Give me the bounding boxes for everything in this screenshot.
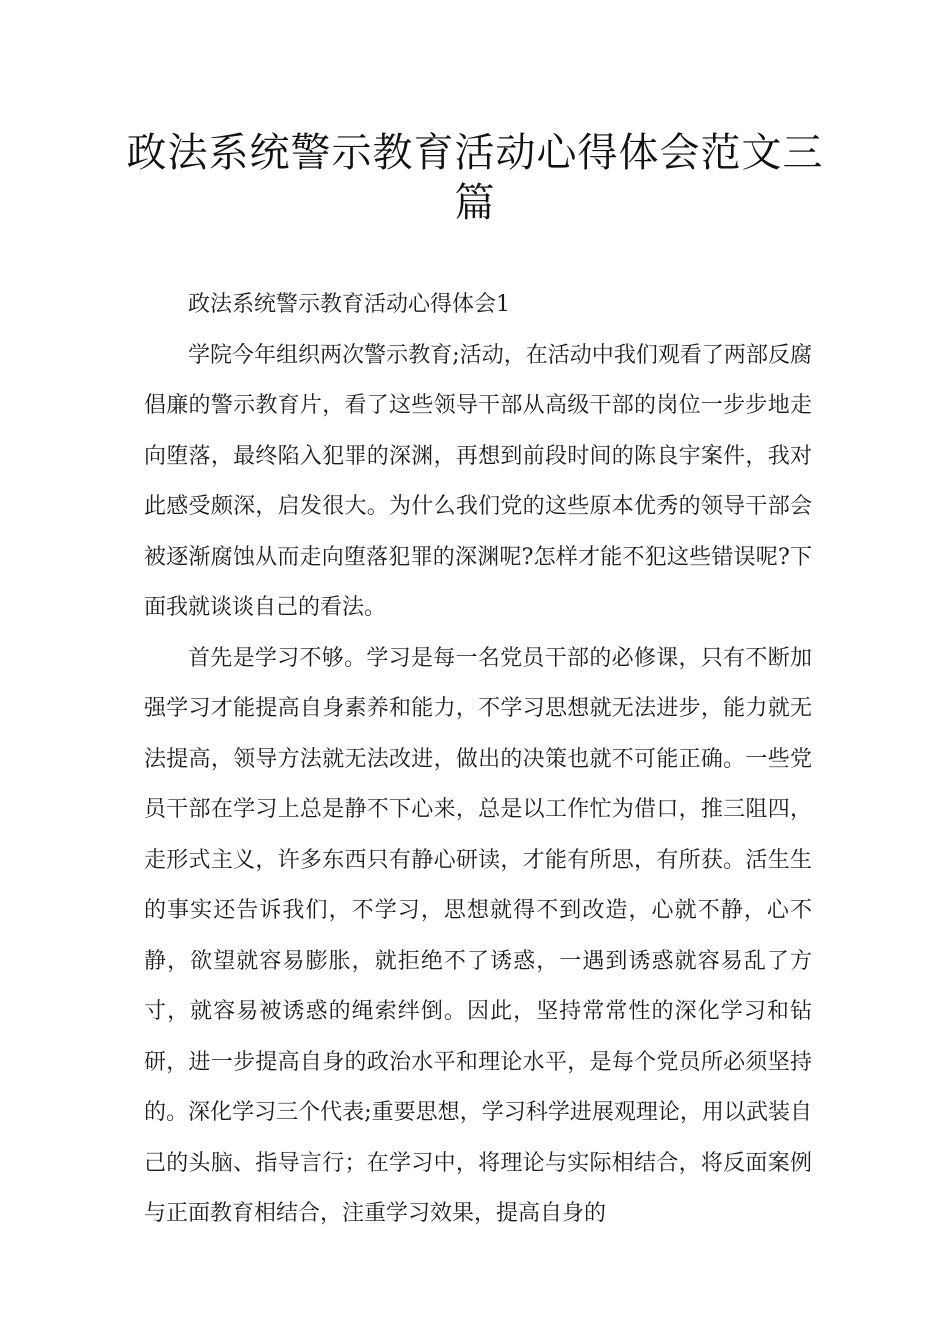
- document-body: [144, 280, 812, 1240]
- document-title: 政法系统警示教育活动心得体会范文三篇: [126, 130, 824, 226]
- paragraph-1: 学院今年组织两次警示教育;活动，在活动中我们观看了两部反腐倡廉的警示教育片，看了这些领导干部从高级干部的岗位一步步地走向堕落，最终陷入犯罪的深渊，再想到前段时间的陈良宇案件，我对此感受颇深，启发很大。为什么我们党的这些原本优秀的领导干部会被逐渐腐蚀从而走向堕落犯罪的深渊呢?怎样才能不犯这些错误呢?下面我就谈谈自己的看法。: [144, 342, 812, 620]
- paragraph-2: 首先是学习不够。学习是每一名党员干部的必修课，只有不断加强学习才能提高自身素养和能力，不学习思想就无法进步，能力就无法提高，领导方法就无法改进，做出的决策也就不可能正确。一些党员干部在学习上总是静不下心来，总是以工作忙为借口，推三阻四，走形式主义，许多东西只有静心研读，才能有所思，有所获。活生生的事实还告诉我们，不学习，思想就得不到改造，心就不静，心不静，欲望就容易膨胀，就拒绝不了诱惑，一遇到诱惑就容易乱了方寸，就容易被诱惑的绳索绊倒。因此，坚持常常性的深化学习和钻研，进一步提高自身的政治水平和理论水平，是每个党员所必须坚持的。深化学习三个代表;重要思想，学习科学进展观理论，用以武装自己的头脑、指导言行；在学习中，将理论与实际相结合，将反面案例与正面教育相结合，注重学习效果，提高自身的: [144, 645, 812, 1226]
- section-heading: 政法系统警示教育活动心得体会1: [188, 292, 510, 317]
